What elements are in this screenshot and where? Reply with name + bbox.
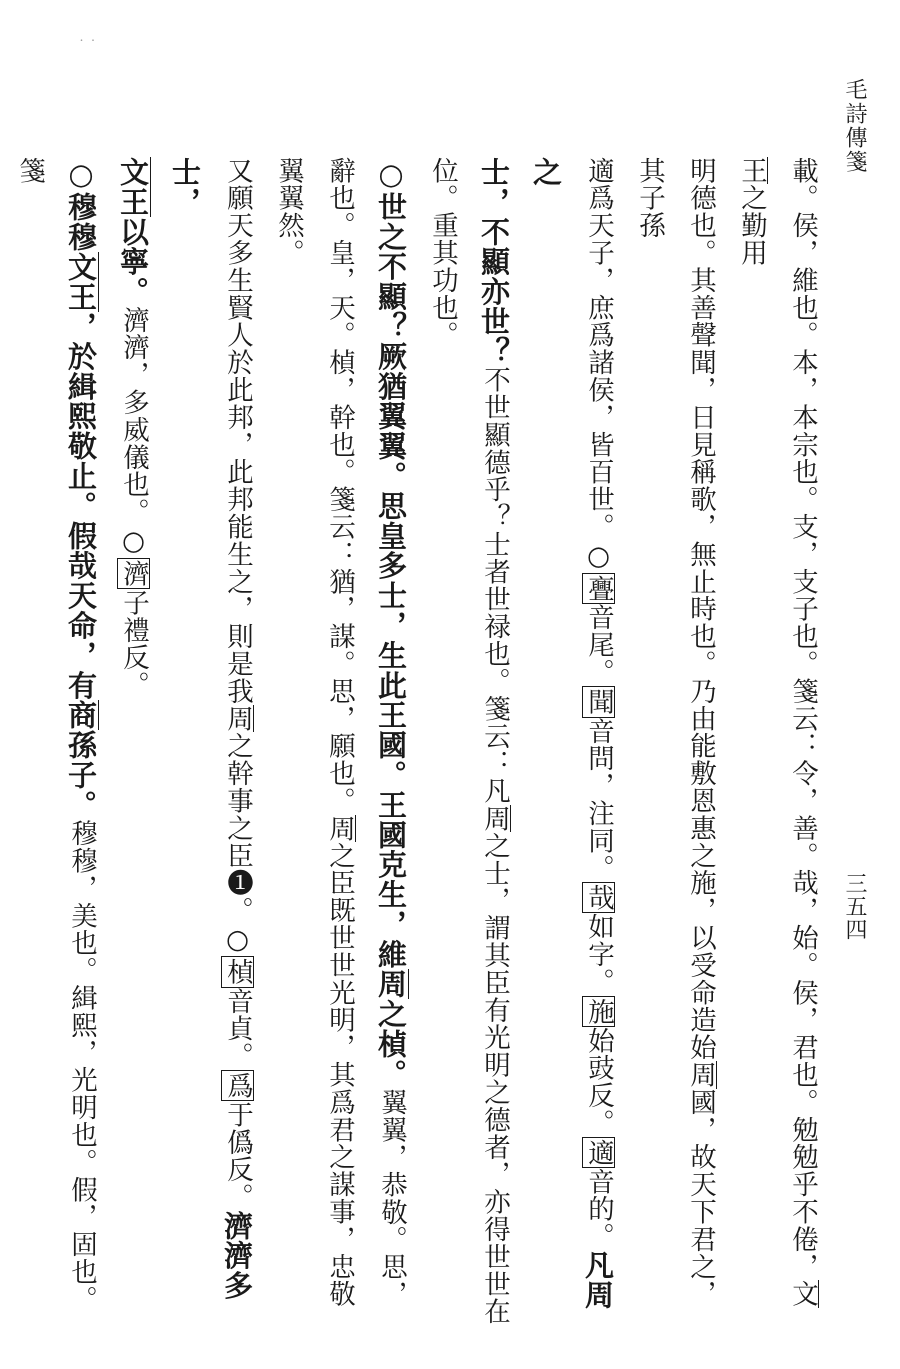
phonetic-gloss-char: 哉 — [583, 883, 614, 912]
commentary-segment: 明德也。其善聲聞，日見稱歌，無止時也。乃由能敷恩惠之施，以受命造始 — [685, 157, 716, 1062]
commentary-segment: 穆穆，美也。緝熙，光明也。假，固也。箋 — [14, 157, 97, 1314]
page-number: 三五四 — [842, 872, 867, 941]
text-column — [520, 157, 624, 1327]
phonetic-gloss-char: 楨 — [222, 958, 253, 986]
commentary-segment: 于僞反。 — [222, 1101, 253, 1211]
main-text-segment: 孫子。 — [64, 730, 98, 820]
stray-mark: ˙ ˙ — [78, 38, 97, 54]
page-header-title: 毛詩傳箋 — [842, 78, 867, 174]
main-text-segment: 周 — [374, 969, 408, 1000]
commentary-segment: 又願天多生賢人於此邦，此邦能生之，則是我 — [222, 157, 253, 705]
phonetic-gloss-char: 施 — [583, 997, 614, 1025]
main-text-segment: 士，不顯亦世？ — [477, 157, 511, 367]
commentary-segment: 文王 — [736, 157, 818, 1308]
main-text-segment: ○穆穆 — [64, 157, 98, 252]
commentary-segment: 翼翼，恭敬。思， — [376, 1088, 407, 1309]
commentary-segment: 音問，注同。 — [583, 717, 614, 882]
text-column — [0, 157, 4, 1327]
commentary-segment: 之幹事之臣❶。○ — [222, 732, 253, 957]
main-text-segment: 濟濟多士， — [168, 157, 254, 1301]
text-column — [624, 157, 726, 1327]
text-column — [417, 157, 468, 1327]
phonetic-gloss-char: 聞 — [583, 688, 614, 716]
text-column — [4, 157, 107, 1327]
phonetic-gloss-char: 爲 — [222, 1071, 253, 1100]
commentary-segment: 之勤用 — [736, 184, 767, 267]
main-text-segment: 文王 — [64, 251, 98, 312]
commentary-segment: 之臣既世世光明，其爲君之謀事，忠敬翼翼然。 — [273, 157, 355, 1308]
commentary-segment: 音尾。 — [583, 603, 614, 687]
commentary-segment: 適爲天子，庶爲諸侯，皆百世。○ — [583, 157, 614, 573]
phonetic-gloss-char: 亹 — [583, 574, 614, 602]
commentary-segment: 不世顯德乎？士者世禄也。箋云：凡 — [479, 366, 510, 805]
text-column — [468, 157, 520, 1327]
text-column — [107, 157, 159, 1327]
text-column — [263, 157, 365, 1327]
phonetic-gloss-char: 適 — [583, 1138, 614, 1166]
vertical-text-body — [14, 157, 828, 1327]
commentary-segment: 周 — [685, 1061, 716, 1089]
main-text-segment: 商 — [64, 700, 98, 731]
commentary-segment: 子禮反。 — [118, 589, 149, 699]
commentary-segment: 載。侯，維也。本，本宗也。支，支子也。箋云：令，善。哉，始。侯，君也。勉勉乎不倦， — [787, 157, 818, 1281]
commentary-segment: 濟濟，多威儀也。○ — [118, 306, 149, 558]
phonetic-gloss-char: 濟 — [118, 559, 149, 588]
commentary-segment: 如字。 — [583, 913, 614, 996]
text-column — [726, 157, 828, 1327]
text-column — [365, 157, 417, 1327]
commentary-segment: 音的。 — [583, 1167, 614, 1251]
commentary-segment: 音貞。 — [222, 987, 253, 1070]
main-text-segment: 文王 — [116, 157, 150, 217]
commentary-segment: 周 — [479, 804, 510, 833]
commentary-segment: 國，故天下君之，其子孫 — [634, 157, 716, 1308]
commentary-segment: 辭也。皇，天。楨，幹也。箋云：猶，謀。思，願也。 — [324, 157, 355, 815]
main-text-segment: 之楨。 — [374, 999, 408, 1089]
main-text-segment: 以寧。 — [116, 216, 150, 307]
commentary-segment: 周 — [222, 705, 253, 733]
main-text-segment: ，於緝熙敬止。假哉天命，有 — [64, 311, 98, 701]
commentary-segment: 位。重其功也。 — [427, 157, 458, 349]
commentary-segment: 周 — [324, 814, 355, 843]
main-text-segment: ○世之不顯？厥猶翼翼。思皇多士，生此王國。王國克生，維 — [374, 157, 408, 970]
commentary-segment: 始豉反。 — [583, 1026, 614, 1137]
main-text-segment: 凡周之 — [529, 157, 615, 1310]
commentary-segment: 之士，謂其臣有光明之德者，亦得世世在 — [479, 832, 510, 1326]
text-column — [159, 157, 263, 1327]
